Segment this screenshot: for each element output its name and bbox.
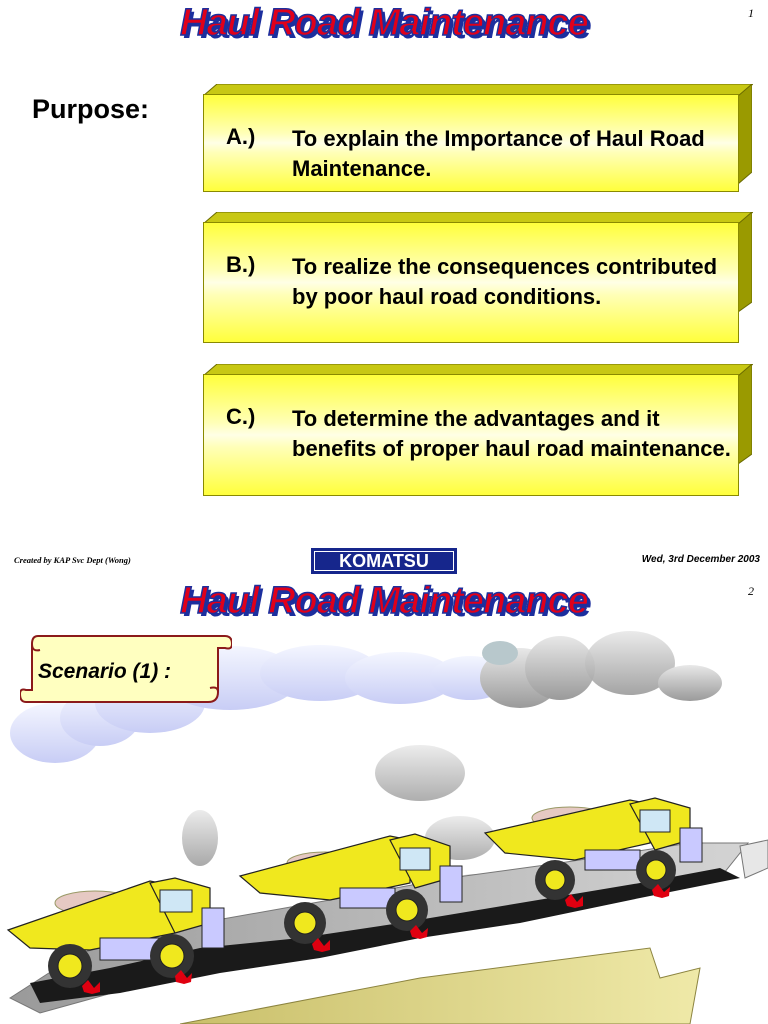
purpose-item-b: [203, 212, 737, 343]
page-number: 1: [748, 6, 754, 20]
slide-2: [0, 578, 768, 1024]
item-text: To realize the consequences contributed by poor haul road conditions.: [292, 254, 718, 309]
page-number: 2: [748, 584, 754, 598]
box-bevel-side: [738, 212, 752, 312]
cloud-right-dark: [480, 631, 722, 708]
item-label: C.): [226, 404, 256, 429]
slide-title: Haul Road Maintenance: [180, 2, 588, 44]
purpose-label: Purpose:: [32, 94, 150, 124]
purpose-item-a: [203, 84, 737, 192]
purpose-item-c: [203, 364, 737, 496]
footer-date: Wed, 3rd December 2003: [641, 554, 760, 565]
slide-title: Haul Road Maintenance: [180, 580, 588, 622]
box-bevel-side: [738, 364, 752, 464]
item-text: To explain the Importance of Haul Road Maintenance.: [292, 126, 705, 181]
footer-credit: Created by KAP Svc Dept (Wong): [14, 555, 131, 565]
box-bevel-side: [738, 84, 752, 184]
item-text: To determine the advantages and it benefits of proper haul road maintenance.: [292, 406, 731, 461]
scenario-label: Scenario (1) :: [38, 660, 172, 683]
item-label: A.): [226, 124, 256, 149]
komatsu-logo: KOMATSU: [311, 548, 457, 574]
item-label: B.): [226, 252, 256, 277]
